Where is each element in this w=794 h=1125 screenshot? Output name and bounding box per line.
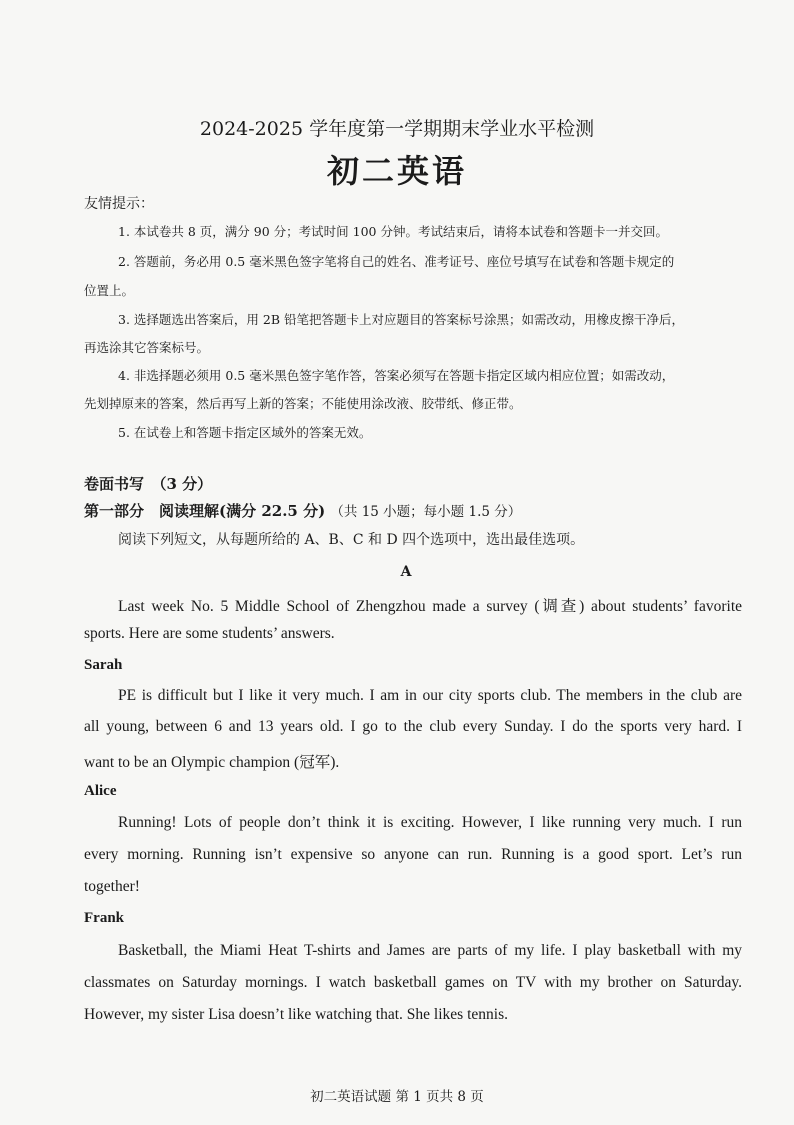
exam-title: 2024-2025 学年度第一学期期末学业水平检测 (199, 118, 595, 140)
page-footer: 初二英语试题 第 1 页共 8 页 (310, 1089, 484, 1105)
speaker-name: Sarah (84, 657, 123, 673)
tip-item: 5. 在试卷上和答题卡指定区域外的答案无效。 (118, 425, 372, 440)
tip-item: 3. 选择题选出答案后，用 2B 铅笔把答题卡上对应题目的答案标号涂黑；如需改动，用橡皮擦干净后， (118, 312, 684, 327)
passage-letter: A (400, 564, 412, 580)
passage-line: Running! Lots of people don’t think it is exciting. However, I like running very much. I run (118, 814, 742, 831)
handwriting-section-heading: 卷面书写 （3 分） (84, 475, 213, 493)
passage-line: sports. Here are some students’ answers. (84, 625, 335, 642)
passage-line: together! (84, 878, 140, 895)
passage-line: PE is difficult but I like it very much. I am in our city sports club. The members in the club are (118, 687, 742, 704)
part1-title: 第一部分 阅读理解(满分 22.5 分) (84, 502, 326, 520)
passage-line: Last week No. 5 Middle School of Zhengzhou made a survey (调查) about students’ favorite (118, 598, 742, 615)
tip-item-continued: 先划掉原来的答案，然后再写上新的答案；不能使用涂改液、胶带纸、修正带。 (84, 396, 522, 411)
tip-item: 1. 本试卷共 8 页，满分 90 分；考试时间 100 分钟。考试结束后，请将本试卷和答题卡一并交回。 (118, 224, 668, 239)
tips-heading: 友情提示： (84, 196, 154, 212)
tip-item-continued: 位置上。 (84, 283, 135, 298)
exam-subject: 初二英语 (326, 152, 467, 190)
passage-line: Basketball, the Miami Heat T-shirts and James are parts of my life. I play basketball with my (118, 942, 742, 959)
speaker-name: Frank (84, 910, 125, 926)
reading-instruction: 阅读下列短文，从每题所给的 A、B、C 和 D 四个选项中，选出最佳选项。 (118, 532, 585, 548)
tip-item: 4. 非选择题必须用 0.5 毫米黑色签字笔作答，答案必须写在答题卡指定区域内相应位置；如需改动， (118, 368, 675, 383)
passage-line: classmates on Saturday mornings. I watch basketball games on TV with my brother on Saturday. (84, 974, 742, 991)
passage-line: want to be an Olympic champion (冠军). (84, 754, 340, 771)
passage-line: every morning. Running isn’t expensive so anyone can run. Running is a good sport. Let’s run (84, 846, 742, 863)
passage-line: all young, between 6 and 13 years old. I go to the club every Sunday. I do the sports very hard. I (84, 718, 742, 735)
tip-item: 2. 答题前，务必用 0.5 毫米黑色签字笔将自己的姓名、准考证号、座位号填写在试卷和答题卡规定的 (118, 254, 675, 269)
tip-item-continued: 再选涂其它答案标号。 (84, 340, 210, 355)
part1-heading (84, 500, 521, 521)
passage-line: However, my sister Lisa doesn’t like watching that. She likes tennis. (84, 1006, 508, 1023)
part1-detail: （共 15 小题；每小题 1.5 分） (330, 504, 522, 520)
speaker-name: Alice (84, 783, 117, 799)
